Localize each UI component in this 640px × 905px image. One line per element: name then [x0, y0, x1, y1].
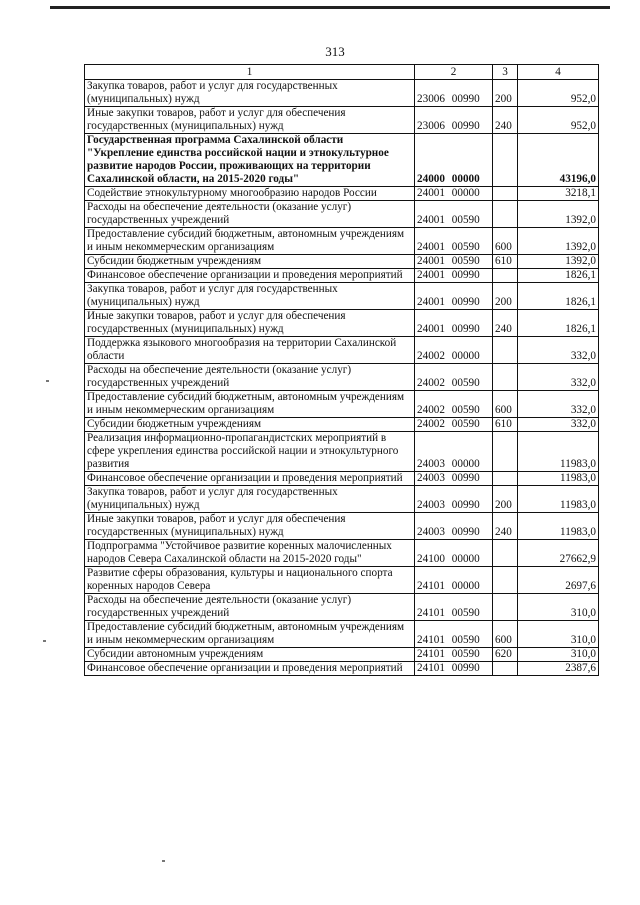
scan-top-border — [50, 6, 610, 9]
table-row — [85, 283, 599, 310]
row-kvr — [493, 662, 518, 676]
row-sum: 332,0 — [518, 418, 599, 432]
table-row — [85, 540, 599, 567]
row-kvr: 610 — [493, 418, 518, 432]
row-sum: 1826,1 — [518, 269, 599, 283]
row-kvr: 600 — [493, 391, 518, 418]
row-sum: 310,0 — [518, 621, 599, 648]
row-sum: 332,0 — [518, 391, 599, 418]
row-sum: 332,0 — [518, 364, 599, 391]
row-code: 24003 00990 — [415, 486, 493, 513]
row-code: 24002 00590 — [415, 364, 493, 391]
table-row — [85, 80, 599, 107]
row-code: 24001 00990 — [415, 269, 493, 283]
row-sum: 1826,1 — [518, 310, 599, 337]
row-kvr — [493, 594, 518, 621]
row-code: 24001 00590 — [415, 228, 493, 255]
row-name: Закупка товаров, работ и услуг для государственных (муниципальных) нужд — [85, 80, 415, 107]
header-cell-code: 2 — [415, 65, 493, 80]
row-kvr: 620 — [493, 648, 518, 662]
row-name: Иные закупки товаров, работ и услуг для обеспечения государственных (муниципальных) нужд — [85, 513, 415, 540]
row-code: 24001 00590 — [415, 255, 493, 269]
row-name: Предоставление субсидий бюджетным, автономным учреждениям и иным некоммерческим организациям — [85, 228, 415, 255]
row-sum: 11983,0 — [518, 513, 599, 540]
row-sum: 1392,0 — [518, 255, 599, 269]
table-row — [85, 418, 599, 432]
scan-speck — [43, 640, 46, 642]
row-name: Субсидии автономным учреждениям — [85, 648, 415, 662]
row-sum: 11983,0 — [518, 432, 599, 472]
row-sum: 1392,0 — [518, 228, 599, 255]
table-row — [85, 201, 599, 228]
row-kvr: 200 — [493, 80, 518, 107]
row-kvr — [493, 364, 518, 391]
row-name: Расходы на обеспечение деятельности (оказание услуг) государственных учреждений — [85, 594, 415, 621]
table-row — [85, 269, 599, 283]
table-row — [85, 391, 599, 418]
table-row — [85, 107, 599, 134]
row-sum: 1826,1 — [518, 283, 599, 310]
row-code: 24101 00000 — [415, 567, 493, 594]
row-kvr: 240 — [493, 513, 518, 540]
row-code: 24000 00000 — [415, 134, 493, 187]
row-code: 24003 00000 — [415, 432, 493, 472]
row-kvr: 200 — [493, 283, 518, 310]
table-row — [85, 594, 599, 621]
row-code: 24001 00990 — [415, 283, 493, 310]
header-row — [85, 65, 599, 80]
row-sum: 43196,0 — [518, 134, 599, 187]
row-sum: 2697,6 — [518, 567, 599, 594]
row-name: Субсидии бюджетным учреждениям — [85, 418, 415, 432]
row-code: 24101 00590 — [415, 621, 493, 648]
table-row — [85, 513, 599, 540]
row-code: 23006 00990 — [415, 80, 493, 107]
row-name: Государственная программа Сахалинской области "Укрепление единства российской нации и этнокультурное развитие народов России, проживающих на территории Сахалинской области, на 2015-2020 годы" — [85, 134, 415, 187]
row-kvr: 610 — [493, 255, 518, 269]
row-code: 24002 00000 — [415, 337, 493, 364]
table-row — [85, 134, 599, 187]
table-row — [85, 364, 599, 391]
row-code: 24003 00990 — [415, 513, 493, 540]
row-code: 24001 00990 — [415, 310, 493, 337]
header-cell-name: 1 — [85, 65, 415, 80]
row-code: 24101 00590 — [415, 594, 493, 621]
row-kvr: 240 — [493, 310, 518, 337]
header-cell-kvr: 3 — [493, 65, 518, 80]
table-row — [85, 255, 599, 269]
row-code: 24101 00990 — [415, 662, 493, 676]
row-code: 23006 00990 — [415, 107, 493, 134]
row-name: Субсидии бюджетным учреждениям — [85, 255, 415, 269]
row-code: 24001 00000 — [415, 187, 493, 201]
row-name: Финансовое обеспечение организации и проведения мероприятий — [85, 472, 415, 486]
table-row — [85, 621, 599, 648]
table-row — [85, 648, 599, 662]
row-name: Предоставление субсидий бюджетным, автономным учреждениям и иным некоммерческим организациям — [85, 621, 415, 648]
row-kvr — [493, 269, 518, 283]
table-row — [85, 472, 599, 486]
row-name: Финансовое обеспечение организации и проведения мероприятий — [85, 662, 415, 676]
row-kvr — [493, 201, 518, 228]
header-cell-sum: 4 — [518, 65, 599, 80]
row-sum: 332,0 — [518, 337, 599, 364]
scan-speck — [162, 860, 165, 862]
row-name: Иные закупки товаров, работ и услуг для обеспечения государственных (муниципальных) нужд — [85, 310, 415, 337]
row-kvr: 600 — [493, 621, 518, 648]
row-kvr — [493, 567, 518, 594]
row-name: Расходы на обеспечение деятельности (оказание услуг) государственных учреждений — [85, 364, 415, 391]
row-name: Закупка товаров, работ и услуг для государственных (муниципальных) нужд — [85, 283, 415, 310]
row-code: 24001 00590 — [415, 201, 493, 228]
row-kvr — [493, 540, 518, 567]
table-row — [85, 432, 599, 472]
table-row — [85, 486, 599, 513]
row-sum: 3218,1 — [518, 187, 599, 201]
table-row — [85, 337, 599, 364]
scan-speck — [46, 380, 49, 382]
row-kvr: 240 — [493, 107, 518, 134]
row-name: Реализация информационно-пропагандистских мероприятий в сфере укрепления единства российской нации и этнокультурного развития — [85, 432, 415, 472]
budget-table — [84, 64, 599, 676]
row-kvr — [493, 134, 518, 187]
row-name: Закупка товаров, работ и услуг для государственных (муниципальных) нужд — [85, 486, 415, 513]
row-kvr: 200 — [493, 486, 518, 513]
row-sum: 11983,0 — [518, 486, 599, 513]
row-name: Развитие сферы образования, культуры и национального спорта коренных народов Севера — [85, 567, 415, 594]
row-name: Предоставление субсидий бюджетным, автономным учреждениям и иным некоммерческим организациям — [85, 391, 415, 418]
table-row — [85, 228, 599, 255]
table-row — [85, 662, 599, 676]
row-sum: 11983,0 — [518, 472, 599, 486]
row-code: 24101 00590 — [415, 648, 493, 662]
row-name: Иные закупки товаров, работ и услуг для обеспечения государственных (муниципальных) нужд — [85, 107, 415, 134]
row-kvr — [493, 472, 518, 486]
row-sum: 310,0 — [518, 594, 599, 621]
row-code: 24003 00990 — [415, 472, 493, 486]
row-code: 24002 00590 — [415, 418, 493, 432]
row-name: Финансовое обеспечение организации и проведения мероприятий — [85, 269, 415, 283]
row-sum: 952,0 — [518, 80, 599, 107]
row-kvr — [493, 187, 518, 201]
table-row — [85, 567, 599, 594]
row-kvr: 600 — [493, 228, 518, 255]
row-name: Поддержка языкового многообразия на территории Сахалинской области — [85, 337, 415, 364]
page-number: 313 — [325, 44, 345, 59]
row-name: Подпрограмма "Устойчивое развитие коренных малочисленных народов Севера Сахалинской области на 2015-2020 годы" — [85, 540, 415, 567]
table-row — [85, 187, 599, 201]
row-code: 24002 00590 — [415, 391, 493, 418]
row-sum: 310,0 — [518, 648, 599, 662]
table-row — [85, 310, 599, 337]
row-sum: 952,0 — [518, 107, 599, 134]
row-kvr — [493, 337, 518, 364]
row-code: 24100 00000 — [415, 540, 493, 567]
row-name: Расходы на обеспечение деятельности (оказание услуг) государственных учреждений — [85, 201, 415, 228]
row-sum: 2387,6 — [518, 662, 599, 676]
row-kvr — [493, 432, 518, 472]
row-name: Содействие этнокультурному многообразию народов России — [85, 187, 415, 201]
row-sum: 27662,9 — [518, 540, 599, 567]
row-sum: 1392,0 — [518, 201, 599, 228]
